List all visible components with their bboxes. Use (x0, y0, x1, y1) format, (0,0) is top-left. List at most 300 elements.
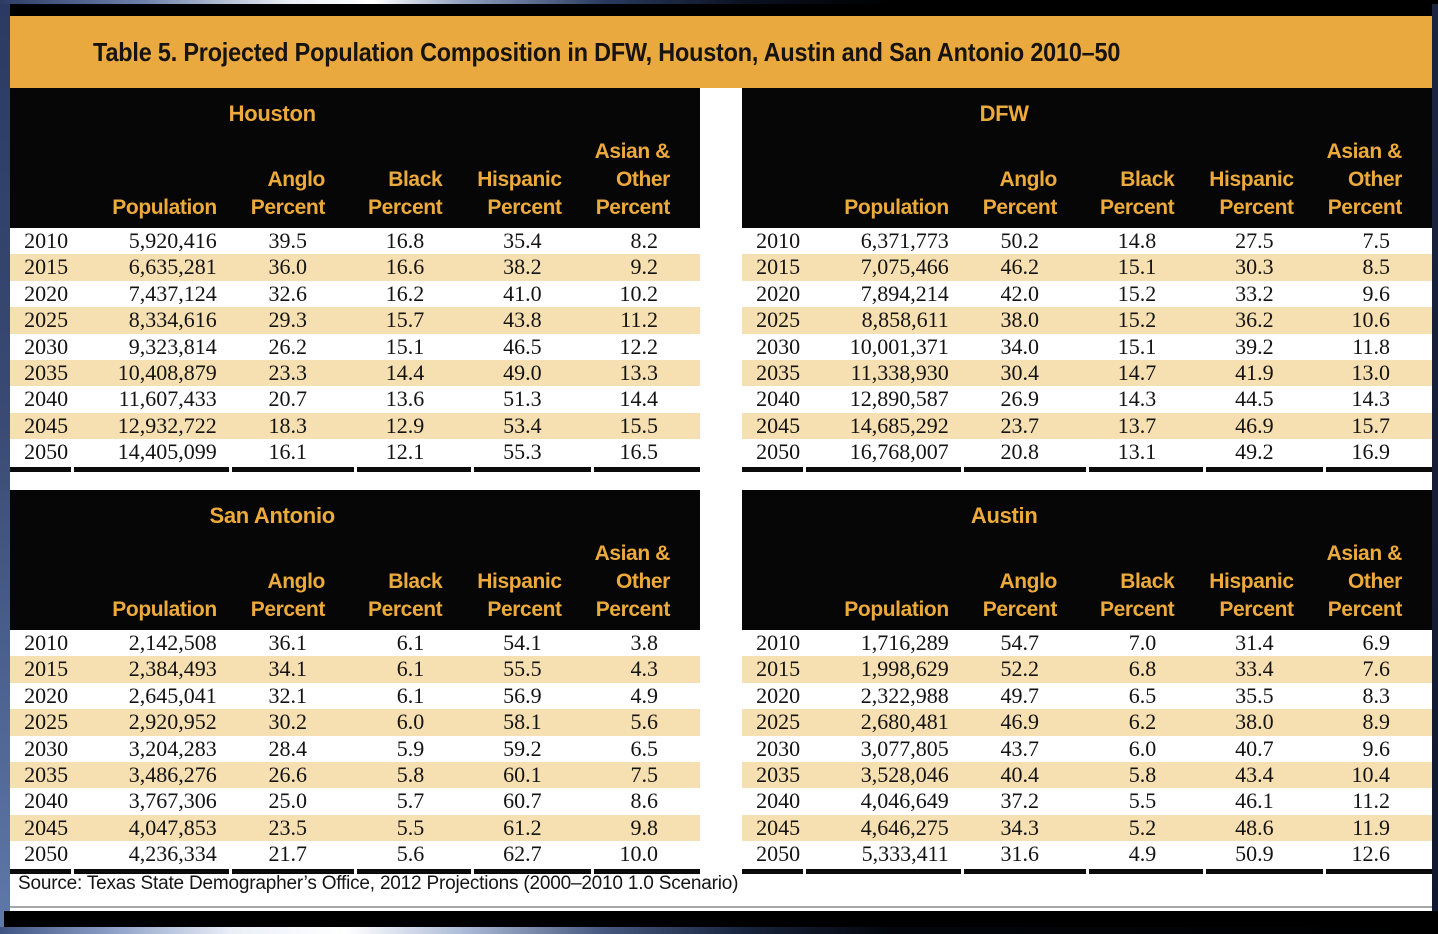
cell: 43.4 (1235, 761, 1274, 787)
column-header-hispanic-percent: Hispanic Percent (477, 168, 562, 219)
bottom-gloss-strip (0, 927, 1438, 934)
cell: 2030 (756, 735, 801, 761)
border-segment (10, 467, 71, 472)
table-row (742, 413, 1432, 439)
cell: 10.2 (619, 280, 658, 306)
cell: 2010 (756, 228, 801, 253)
cell: 2030 (756, 333, 801, 359)
cell: 2,645,041 (128, 682, 217, 708)
dfw-table-header (742, 88, 1432, 228)
cell: 8,334,616 (128, 307, 217, 333)
cell: 11.2 (620, 307, 658, 333)
cell: 2,920,952 (128, 709, 217, 735)
cell: 2015 (24, 656, 69, 682)
cell: 13.0 (1351, 359, 1390, 385)
cell: 11.9 (1352, 814, 1390, 840)
san-antonio-table-rows (10, 630, 700, 868)
cell: 26.2 (268, 333, 307, 359)
cell: 14.4 (385, 359, 425, 385)
cell: 3,204,283 (128, 735, 217, 761)
cell: 8.9 (1362, 709, 1390, 735)
table-row (10, 788, 700, 814)
border-segment (1089, 467, 1204, 472)
cell: 2020 (24, 682, 69, 708)
column-header-asian-other-percent: Asian & Other Percent (594, 542, 670, 621)
cell: 18.3 (268, 412, 307, 438)
table-row (10, 683, 700, 709)
cell: 34.1 (268, 656, 307, 682)
cell: 2035 (24, 359, 69, 385)
cell: 15.7 (1351, 412, 1390, 438)
city-name-label: San Antonio (209, 503, 335, 528)
table-row (742, 815, 1432, 841)
cell: 11,607,433 (118, 386, 217, 412)
cell: 6.8 (1128, 656, 1157, 682)
houston-table-header (10, 88, 700, 228)
cell: 4,047,853 (128, 814, 217, 840)
cell: 16.1 (268, 439, 307, 465)
cell: 2035 (24, 761, 69, 787)
table-row (10, 254, 700, 280)
cell: 39.2 (1235, 333, 1274, 359)
cell: 2025 (24, 709, 69, 735)
column-header-black-percent: Black Percent (368, 570, 443, 621)
table-row (742, 841, 1432, 867)
cell: 14.8 (1117, 228, 1157, 253)
cell: 2,322,988 (860, 682, 949, 708)
cell: 7.0 (1128, 630, 1157, 655)
table-row (10, 815, 700, 841)
cell: 41.9 (1235, 359, 1274, 385)
cell: 2035 (756, 359, 801, 385)
cell: 53.4 (503, 412, 542, 438)
cell: 16.2 (385, 280, 425, 306)
cell: 6,371,773 (860, 228, 949, 253)
cell: 7,894,214 (860, 280, 949, 306)
table-row (10, 307, 700, 333)
cell: 55.3 (503, 439, 542, 465)
cell: 60.1 (503, 761, 542, 787)
cell: 25.0 (268, 788, 307, 814)
cell: 6.1 (396, 630, 425, 655)
table-bottom-border (10, 467, 700, 472)
cell: 60.7 (503, 788, 542, 814)
cell: 43.8 (503, 307, 542, 333)
austin-table-rows (742, 630, 1432, 868)
border-segment (357, 467, 472, 472)
cell: 7,437,124 (128, 280, 217, 306)
border-segment (232, 467, 354, 472)
table-row (10, 386, 700, 412)
cell: 12.1 (385, 439, 425, 465)
cell: 5.7 (396, 788, 425, 814)
cell: 13.1 (1117, 439, 1157, 465)
table-row (742, 656, 1432, 682)
cell: 61.2 (503, 814, 542, 840)
footer-hairline (10, 906, 1432, 908)
cell: 54.7 (1000, 630, 1039, 655)
cell: 14,405,099 (117, 439, 217, 465)
cell: 12.9 (385, 412, 425, 438)
cell: 2040 (756, 788, 801, 814)
column-header-asian-other-percent: Asian & Other Percent (1326, 140, 1402, 219)
cell: 9.6 (1362, 280, 1390, 306)
cell: 5.2 (1128, 814, 1157, 840)
cell: 30.2 (268, 709, 307, 735)
cell: 31.4 (1235, 630, 1274, 655)
cell: 38.0 (1235, 709, 1274, 735)
cell: 15.2 (1117, 280, 1157, 306)
column-header-hispanic-percent: Hispanic Percent (1209, 168, 1294, 219)
cell: 4,046,649 (860, 788, 949, 814)
cell: 30.4 (1000, 359, 1039, 385)
slide-right-edge (1432, 0, 1438, 934)
cell: 34.3 (1000, 814, 1039, 840)
cell: 3,528,046 (860, 761, 949, 787)
border-segment (1326, 869, 1432, 874)
table-bottom-border (742, 467, 1432, 472)
cell: 20.7 (268, 386, 307, 412)
cell: 10,408,879 (117, 359, 217, 385)
cell: 15.7 (385, 307, 425, 333)
cell: 9.6 (1362, 735, 1390, 761)
city-name-label: DFW (979, 101, 1029, 126)
cell: 5,920,416 (128, 228, 217, 253)
cell: 7.6 (1362, 656, 1390, 682)
cell: 2040 (24, 386, 69, 412)
cell: 2040 (756, 386, 801, 412)
table-row (10, 656, 700, 682)
cell: 13.6 (385, 386, 425, 412)
table-row (10, 228, 700, 254)
column-header-row (10, 88, 700, 228)
cell: 12.6 (1351, 841, 1390, 867)
cell: 2015 (24, 254, 69, 280)
column-header-anglo-percent: Anglo Percent (250, 570, 325, 621)
cell: 2045 (24, 814, 69, 840)
top-black-bar (10, 4, 1432, 16)
cell: 4,236,334 (128, 841, 217, 867)
cell: 44.5 (1235, 386, 1274, 412)
table-row (742, 788, 1432, 814)
cell: 26.9 (1000, 386, 1039, 412)
cell: 2050 (756, 841, 801, 867)
cell: 21.7 (268, 841, 307, 867)
cell: 29.3 (268, 307, 307, 333)
cell: 6.1 (396, 656, 425, 682)
border-segment (806, 467, 961, 472)
cell: 41.0 (503, 280, 542, 306)
cell: 15.1 (1117, 254, 1157, 280)
cell: 49.0 (503, 359, 542, 385)
column-header-population: Population (844, 196, 949, 219)
cell: 6.0 (396, 709, 425, 735)
cell: 38.0 (1000, 307, 1039, 333)
slide-left-edge (0, 0, 10, 934)
cell: 4.9 (630, 682, 658, 708)
cell: 13.7 (1117, 412, 1157, 438)
border-segment (1089, 869, 1204, 874)
cell: 49.7 (1000, 682, 1039, 708)
cell: 39.5 (268, 228, 307, 253)
cell: 2015 (756, 656, 801, 682)
table-row (10, 736, 700, 762)
cell: 59.2 (503, 735, 542, 761)
table-row (742, 360, 1432, 386)
table-row (742, 334, 1432, 360)
cell: 16.5 (619, 439, 658, 465)
dfw-table (742, 88, 1432, 472)
column-header-black-percent: Black Percent (1100, 570, 1175, 621)
cell: 8.6 (630, 788, 658, 814)
cell: 3.8 (630, 630, 658, 655)
cell: 8,858,611 (861, 307, 949, 333)
cell: 4.3 (630, 656, 658, 682)
cell: 7,075,466 (860, 254, 949, 280)
cell: 6,635,281 (128, 254, 217, 280)
cell: 10.6 (1351, 307, 1390, 333)
cell: 5.6 (630, 709, 658, 735)
austin-table (742, 490, 1432, 874)
cell: 5.8 (1128, 761, 1157, 787)
cell: 2025 (24, 307, 69, 333)
cell: 15.1 (385, 333, 425, 359)
cell: 14.3 (1117, 386, 1157, 412)
cell: 37.2 (1000, 788, 1039, 814)
cell: 2045 (756, 412, 801, 438)
cell: 36.0 (268, 254, 307, 280)
table-row (10, 334, 700, 360)
cell: 2010 (24, 630, 69, 655)
cell: 31.6 (1000, 841, 1039, 867)
san-antonio-table-header (10, 490, 700, 630)
cell: 46.9 (1000, 709, 1039, 735)
cell: 50.2 (1000, 228, 1039, 253)
column-header-anglo-percent: Anglo Percent (250, 168, 325, 219)
cell: 46.5 (503, 333, 542, 359)
cell: 9.8 (630, 814, 658, 840)
cell: 56.9 (503, 682, 542, 708)
table-area (10, 88, 1432, 911)
city-name-label: Houston (228, 101, 316, 126)
cell: 13.3 (619, 359, 658, 385)
cell: 5.5 (1128, 788, 1157, 814)
table-row (10, 762, 700, 788)
cell: 38.2 (503, 254, 542, 280)
column-header-row (742, 490, 1432, 630)
cell: 6.0 (1128, 735, 1157, 761)
column-header-anglo-percent: Anglo Percent (982, 570, 1057, 621)
cell: 43.7 (1000, 735, 1039, 761)
table-row (10, 841, 700, 867)
cell: 2020 (24, 280, 69, 306)
border-segment (742, 869, 803, 874)
austin-table-header (742, 490, 1432, 630)
cell: 16.8 (385, 228, 425, 253)
cell: 2020 (756, 682, 801, 708)
cell: 9.2 (630, 254, 658, 280)
cell: 16.9 (1351, 439, 1390, 465)
cell: 5.8 (396, 761, 425, 787)
cell: 26.6 (268, 761, 307, 787)
cell: 28.4 (268, 735, 307, 761)
cell: 4,646,275 (860, 814, 949, 840)
cell: 16,768,007 (849, 439, 949, 465)
cell: 54.1 (503, 630, 542, 655)
cell: 15.2 (1117, 307, 1157, 333)
cell: 36.2 (1235, 307, 1274, 333)
cell: 46.1 (1235, 788, 1274, 814)
border-segment (806, 869, 961, 874)
table-row (10, 709, 700, 735)
border-segment (1206, 869, 1323, 874)
cell: 2030 (24, 333, 69, 359)
san-antonio-table (10, 490, 700, 874)
cell: 36.1 (268, 630, 307, 655)
cell: 3,767,306 (128, 788, 217, 814)
cell: 35.4 (503, 228, 542, 253)
cell: 2045 (756, 814, 801, 840)
table-row (742, 683, 1432, 709)
table-row (10, 439, 700, 465)
cell: 8.2 (630, 228, 658, 253)
cell: 30.3 (1235, 254, 1274, 280)
table-title: Table 5. Projected Population Composition in DFW, Houston, Austin and San Antonio 2010–50 (93, 36, 1121, 67)
cell: 12.2 (619, 333, 658, 359)
column-header-asian-other-percent: Asian & Other Percent (1326, 542, 1402, 621)
border-segment (964, 869, 1086, 874)
houston-table (10, 88, 700, 472)
table-row (742, 386, 1432, 412)
table-row (742, 762, 1432, 788)
cell: 12,890,587 (849, 386, 949, 412)
border-segment (1326, 467, 1432, 472)
cell: 40.4 (1000, 761, 1039, 787)
cell: 58.1 (503, 709, 542, 735)
cell: 5.9 (396, 735, 425, 761)
cell: 9,323,814 (128, 333, 217, 359)
cell: 5,333,411 (861, 841, 949, 867)
cell: 10.4 (1351, 761, 1390, 787)
cell: 46.9 (1235, 412, 1274, 438)
table-row (742, 709, 1432, 735)
cell: 23.3 (268, 359, 307, 385)
cell: 2,680,481 (860, 709, 949, 735)
cell: 10,001,371 (849, 333, 949, 359)
city-name-label: Austin (970, 503, 1038, 528)
cell: 12,932,722 (117, 412, 217, 438)
table-row (742, 254, 1432, 280)
cell: 42.0 (1000, 280, 1039, 306)
cell: 40.7 (1235, 735, 1274, 761)
cell: 1,998,629 (860, 656, 949, 682)
column-header-row (10, 490, 700, 630)
table-bottom-border (742, 869, 1432, 874)
table-row (742, 439, 1432, 465)
cell: 46.2 (1000, 254, 1039, 280)
cell: 4.9 (1128, 841, 1157, 867)
cell: 6.5 (1128, 682, 1157, 708)
cell: 6.5 (630, 735, 658, 761)
cell: 15.1 (1117, 333, 1157, 359)
cell: 55.5 (503, 656, 542, 682)
cell: 33.4 (1235, 656, 1274, 682)
cell: 52.2 (1000, 656, 1039, 682)
cell: 23.5 (268, 814, 307, 840)
cell: 14.4 (619, 386, 658, 412)
cell: 34.0 (1000, 333, 1039, 359)
cell: 8.5 (1362, 254, 1390, 280)
cell: 3,077,805 (860, 735, 949, 761)
border-segment (594, 467, 700, 472)
source-citation: Source: Texas State Demographer’s Office, 2012 Projections (2000–2010 1.0 Scenario) (18, 873, 739, 894)
cell: 2010 (756, 630, 801, 655)
column-header-population: Population (844, 598, 949, 621)
border-segment (742, 467, 803, 472)
table-row (742, 630, 1432, 656)
cell: 32.1 (268, 682, 307, 708)
cell: 2025 (756, 709, 801, 735)
bottom-black-bar (4, 911, 1438, 927)
cell: 23.7 (1000, 412, 1039, 438)
cell: 48.6 (1235, 814, 1274, 840)
cell: 10.0 (619, 841, 658, 867)
cell: 8.3 (1362, 682, 1390, 708)
cell: 6.2 (1128, 709, 1157, 735)
column-header-population: Population (112, 598, 217, 621)
column-header-hispanic-percent: Hispanic Percent (1209, 570, 1294, 621)
cell: 2025 (756, 307, 801, 333)
border-segment (964, 467, 1086, 472)
column-header-black-percent: Black Percent (1100, 168, 1175, 219)
border-segment (474, 467, 591, 472)
column-header-hispanic-percent: Hispanic Percent (477, 570, 562, 621)
cell: 14.3 (1351, 386, 1390, 412)
cell: 49.2 (1235, 439, 1274, 465)
table-row (742, 307, 1432, 333)
cell: 6.9 (1362, 630, 1390, 655)
column-header-population: Population (112, 196, 217, 219)
cell: 7.5 (1362, 228, 1390, 253)
cell: 1,716,289 (860, 630, 949, 655)
table-row (742, 281, 1432, 307)
cell: 2040 (24, 788, 69, 814)
border-segment (74, 467, 229, 472)
column-header-black-percent: Black Percent (368, 168, 443, 219)
cell: 2045 (24, 412, 69, 438)
cell: 14,685,292 (849, 412, 949, 438)
cell: 2050 (24, 841, 69, 867)
cell: 2035 (756, 761, 801, 787)
cell: 3,486,276 (128, 761, 217, 787)
cell: 16.6 (385, 254, 425, 280)
dfw-table-rows (742, 228, 1432, 466)
cell: 2,142,508 (128, 630, 217, 655)
cell: 50.9 (1235, 841, 1274, 867)
table-row (10, 360, 700, 386)
cell: 2050 (756, 439, 801, 465)
cell: 15.5 (619, 412, 658, 438)
cell: 5.6 (396, 841, 425, 867)
cell: 11.2 (1352, 788, 1390, 814)
cell: 20.8 (1000, 439, 1039, 465)
houston-table-rows (10, 228, 700, 466)
cell: 7.5 (630, 761, 658, 787)
cell: 51.3 (503, 386, 542, 412)
cell: 2020 (756, 280, 801, 306)
table-row (10, 630, 700, 656)
cell: 11,338,930 (850, 359, 949, 385)
